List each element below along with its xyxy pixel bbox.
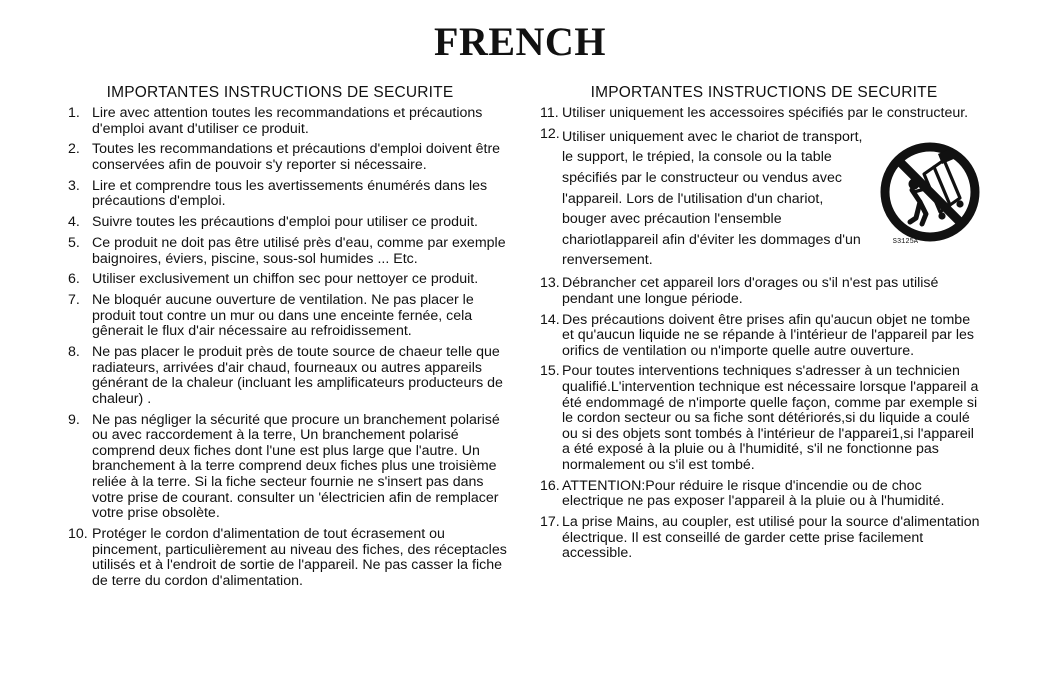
instruction-item bbox=[68, 106, 516, 137]
left-heading: IMPORTANTES INSTRUCTIONS DE SECURITE bbox=[106, 84, 454, 101]
instruction-item bbox=[540, 106, 980, 122]
item-text: Suivre toutes les précautions d'emploi pour utiliser ce produit. bbox=[92, 214, 478, 231]
item-number: 9. bbox=[68, 411, 80, 428]
instruction-item bbox=[68, 293, 516, 340]
item-text: Ce produit ne doit pas être utilisé près d'eau, comme par exemple baignoires, éviers, piscine, sous-sol humides ... Etc. bbox=[92, 234, 506, 267]
instruction-item bbox=[68, 215, 516, 231]
instruction-item bbox=[68, 527, 516, 589]
instruction-item bbox=[68, 236, 516, 267]
item-number: 13. bbox=[540, 275, 560, 292]
item-number: 16. bbox=[540, 477, 560, 494]
item-number: 10. bbox=[68, 525, 88, 542]
item-text: Débrancher cet appareil lors d'orages ou s'il n'est pas utilisé pendant une longue période. bbox=[562, 275, 939, 307]
item-text: Pour toutes interventions techniques s'adresser à un technicien qualifié.L'intervention technique est nécessaire lorsque l'appareil a été endommagé de n'importe quelle façon, comme par exemple si le cordon secteur ou sa fiche sont détériorés,si du liquide a coulé ou si des objets sont tombés à l'intérieur de l'apparei1,si l'appareil a été exposé à la pluie ou à l'humidité, s'il ne fonctionne pas normalement ou s'il est tombé. bbox=[562, 363, 979, 474]
item-text: Toutes les recommandations et précautions d'emploi doivent être conservées afin de pouvoir s'y reporter si nécessaire. bbox=[92, 141, 501, 173]
page-title: FRENCH bbox=[434, 19, 606, 64]
item-text: Des précautions doivent être prises afin qu'aucun objet ne tombe et qu'aucun liquide ne se répande à l'intérieur de l'appareil par les orifics de ventilation ou n'importe quelle autre ouverture. bbox=[562, 311, 974, 359]
item-text: Utiliser uniquement les accessoires spécifiés par le constructeur. bbox=[562, 105, 969, 121]
cart-tip-over-warning-icon bbox=[876, 140, 984, 244]
left-column bbox=[68, 84, 516, 595]
item-text: Ne bloquér aucune ouverture de ventilation. Ne pas placer le produit tout contre un mur ou dans une enceinte fernée, cela gênerait le flux d'air nécessaire au refroidissement. bbox=[92, 292, 474, 340]
instruction-item bbox=[540, 364, 980, 473]
instruction-item bbox=[540, 313, 980, 360]
instruction-item bbox=[68, 142, 516, 173]
item-text: Lire et comprendre tous les avertissements énumérés dans les précautions d'emploi. bbox=[92, 177, 488, 210]
item-text: Protéger le cordon d'alimentation de tout écrasement ou pincement, particulièrement au niveau des fiches, des réceptacles utilisés et à l'endroit de sortie de l'appareil. Ne pas casser la fiche de terre du cordon d'alimentation. bbox=[92, 525, 507, 589]
item-text: Ne pas négliger la sécurité que procure un branchement polarisé ou avec raccordement à la terre, Un branchement polarisé comprend deux fiches dont l'une est plus large que l'autre. Un branchement à la terre comprend deux fiches plus une troisième reliée à la terre. Si la fiche secteur fournie ne s'insert pas dans votre prise de courant. consulter un 'électricien afin de remplacer votre prise obsolète. bbox=[92, 411, 500, 522]
instruction-item bbox=[68, 345, 516, 407]
item-number: 4. bbox=[68, 214, 80, 231]
item-number: 12. bbox=[540, 125, 560, 142]
item-number: 5. bbox=[68, 234, 80, 251]
item-number: 6. bbox=[68, 271, 80, 288]
item-number: 8. bbox=[68, 344, 80, 361]
instruction-item bbox=[540, 276, 980, 307]
item-number: 14. bbox=[540, 311, 560, 328]
instruction-item bbox=[68, 413, 516, 522]
instruction-item bbox=[68, 179, 516, 210]
right-column bbox=[540, 84, 980, 567]
item-number: 2. bbox=[68, 141, 80, 158]
cart-icon-code: S3125A bbox=[892, 238, 918, 246]
right-heading: IMPORTANTES INSTRUCTIONS DE SECURITE bbox=[590, 84, 938, 101]
instruction-item bbox=[540, 515, 980, 562]
item-text: ATTENTION:Pour réduire le risque d'incendie ou de choc electrique ne pas exposer l'appareil à la pluie ou à l'humidité. bbox=[562, 477, 945, 510]
item-number: 15. bbox=[540, 363, 560, 380]
item-text: Ne pas placer le produit près de toute source de chaeur telle que radiateurs, arrivées d'air chaud, fourneaux ou autres appareils générant de la chaleur (incluant les amplificateurs producteurs de chaleur) . bbox=[92, 344, 503, 407]
item-text: Utiliser uniquement avec le chariot de transport, le support, le trépied, la console ou la table spécifiés par le constructeur ou vendus avec l'appareil. Lors de l'utilisation d'un chariot, bouger avec précaution l'ensemble chariotlappareil afin d'éviter les dommages d'un renversement. bbox=[562, 128, 863, 269]
item-number: 7. bbox=[68, 292, 80, 309]
left-instruction-list bbox=[68, 106, 516, 589]
item-number: 1. bbox=[68, 105, 80, 121]
item-text: Lire avec attention toutes les recommandations et précautions d'emploi avant d'utiliser ce produit. bbox=[92, 105, 483, 137]
item-number: 17. bbox=[540, 514, 560, 531]
item-text: Utiliser exclusivement un chiffon sec pour nettoyer ce produit. bbox=[92, 271, 479, 288]
instruction-item bbox=[540, 479, 980, 510]
item-number: 11. bbox=[540, 105, 559, 121]
item-number: 3. bbox=[68, 177, 80, 194]
instruction-item bbox=[68, 272, 516, 288]
item-text: La prise Mains, au coupler, est utilisé pour la source d'alimentation électrique. Il est conseillé de garder cette prise facilement accessible. bbox=[562, 514, 980, 562]
